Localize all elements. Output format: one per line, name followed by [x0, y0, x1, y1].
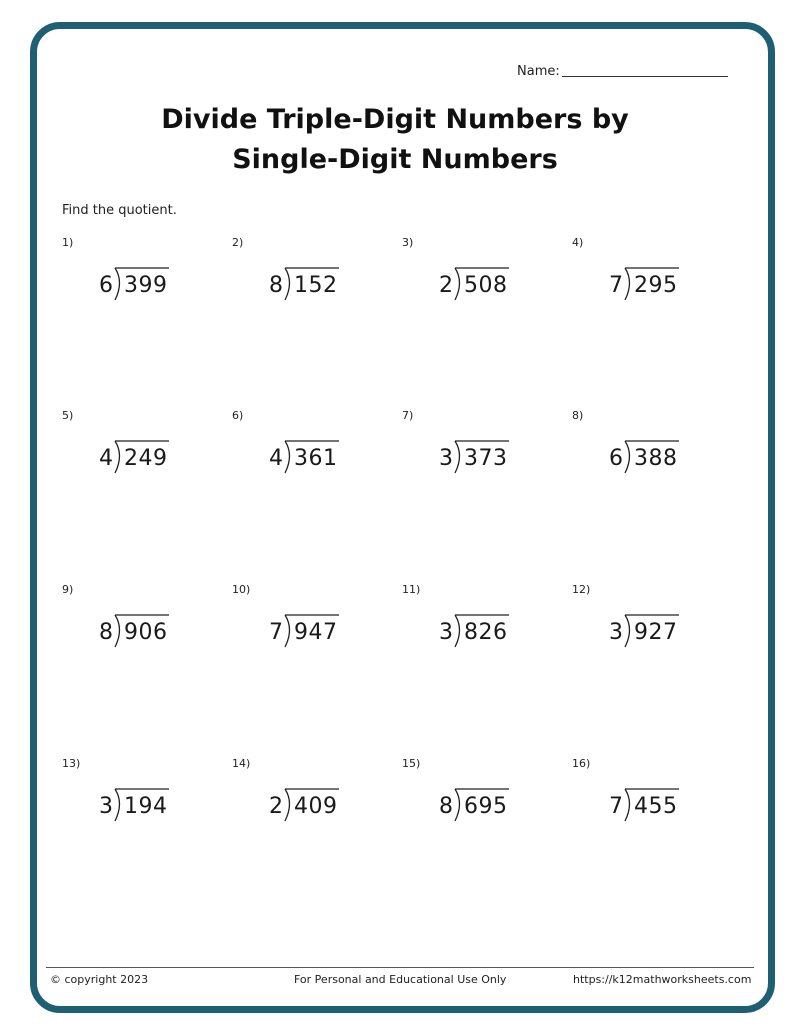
dividend: 906 — [124, 620, 168, 645]
divisor: 7 — [609, 273, 623, 298]
footer-usage: For Personal and Educational Use Only — [294, 973, 507, 986]
divisor: 6 — [99, 273, 113, 298]
problem-number: 2) — [232, 236, 244, 249]
dividend: 152 — [294, 273, 338, 298]
problem-number: 11) — [402, 583, 421, 596]
problem-item — [232, 236, 402, 316]
page-title-line-2: Single-Digit Numbers — [232, 144, 558, 175]
problem-item — [402, 583, 572, 663]
problem-item — [232, 583, 402, 663]
problem-number: 7) — [402, 409, 414, 422]
problem-item — [572, 409, 742, 489]
problem-item — [402, 236, 572, 316]
problem-item — [572, 236, 742, 316]
problem-number: 14) — [232, 757, 251, 770]
problem-item — [572, 757, 742, 837]
problem-number: 12) — [572, 583, 591, 596]
problem-number: 16) — [572, 757, 591, 770]
problem-number: 4) — [572, 236, 584, 249]
problem-number: 10) — [232, 583, 251, 596]
problem-item — [402, 409, 572, 489]
problem-number: 6) — [232, 409, 244, 422]
problem-number: 5) — [62, 409, 74, 422]
divisor: 6 — [609, 446, 623, 471]
problem-number: 9) — [62, 583, 74, 596]
divisor: 3 — [609, 620, 623, 645]
dividend: 373 — [464, 446, 508, 471]
problem-item — [62, 583, 232, 663]
problem-number: 3) — [402, 236, 414, 249]
dividend: 927 — [634, 620, 678, 645]
problem-number: 8) — [572, 409, 584, 422]
divisor: 3 — [99, 794, 113, 819]
divisor: 8 — [269, 273, 283, 298]
problem-item — [402, 757, 572, 837]
problem-item — [62, 757, 232, 837]
problem-item — [62, 409, 232, 489]
problem-number: 13) — [62, 757, 81, 770]
instructions: Find the quotient. — [62, 203, 177, 218]
dividend: 947 — [294, 620, 338, 645]
dividend: 409 — [294, 794, 338, 819]
dividend: 295 — [634, 273, 678, 298]
problem-item — [232, 409, 402, 489]
footer-copyright: © copyright 2023 — [50, 973, 149, 986]
dividend: 508 — [464, 273, 508, 298]
dividend: 695 — [464, 794, 508, 819]
name-blank-line[interactable] — [562, 62, 728, 77]
dividend: 194 — [124, 794, 168, 819]
problem-number: 1) — [62, 236, 74, 249]
footer-divider — [46, 967, 754, 968]
divisor: 7 — [269, 620, 283, 645]
dividend: 249 — [124, 446, 168, 471]
dividend: 826 — [464, 620, 508, 645]
divisor: 7 — [609, 794, 623, 819]
dividend: 388 — [634, 446, 678, 471]
problem-item — [232, 757, 402, 837]
divisor: 4 — [99, 446, 113, 471]
divisor: 2 — [269, 794, 283, 819]
problem-number: 15) — [402, 757, 421, 770]
name-label: Name: — [517, 64, 560, 79]
name-field — [517, 62, 728, 79]
dividend: 455 — [634, 794, 678, 819]
divisor: 2 — [439, 273, 453, 298]
dividend: 361 — [294, 446, 338, 471]
dividend: 399 — [124, 273, 168, 298]
page-title-line-1: Divide Triple-Digit Numbers by — [161, 104, 629, 135]
footer-url: https://k12mathworksheets.com — [573, 973, 752, 986]
divisor: 4 — [269, 446, 283, 471]
divisor: 8 — [99, 620, 113, 645]
problem-item — [572, 583, 742, 663]
divisor: 3 — [439, 446, 453, 471]
problem-item — [62, 236, 232, 316]
divisor: 8 — [439, 794, 453, 819]
divisor: 3 — [439, 620, 453, 645]
